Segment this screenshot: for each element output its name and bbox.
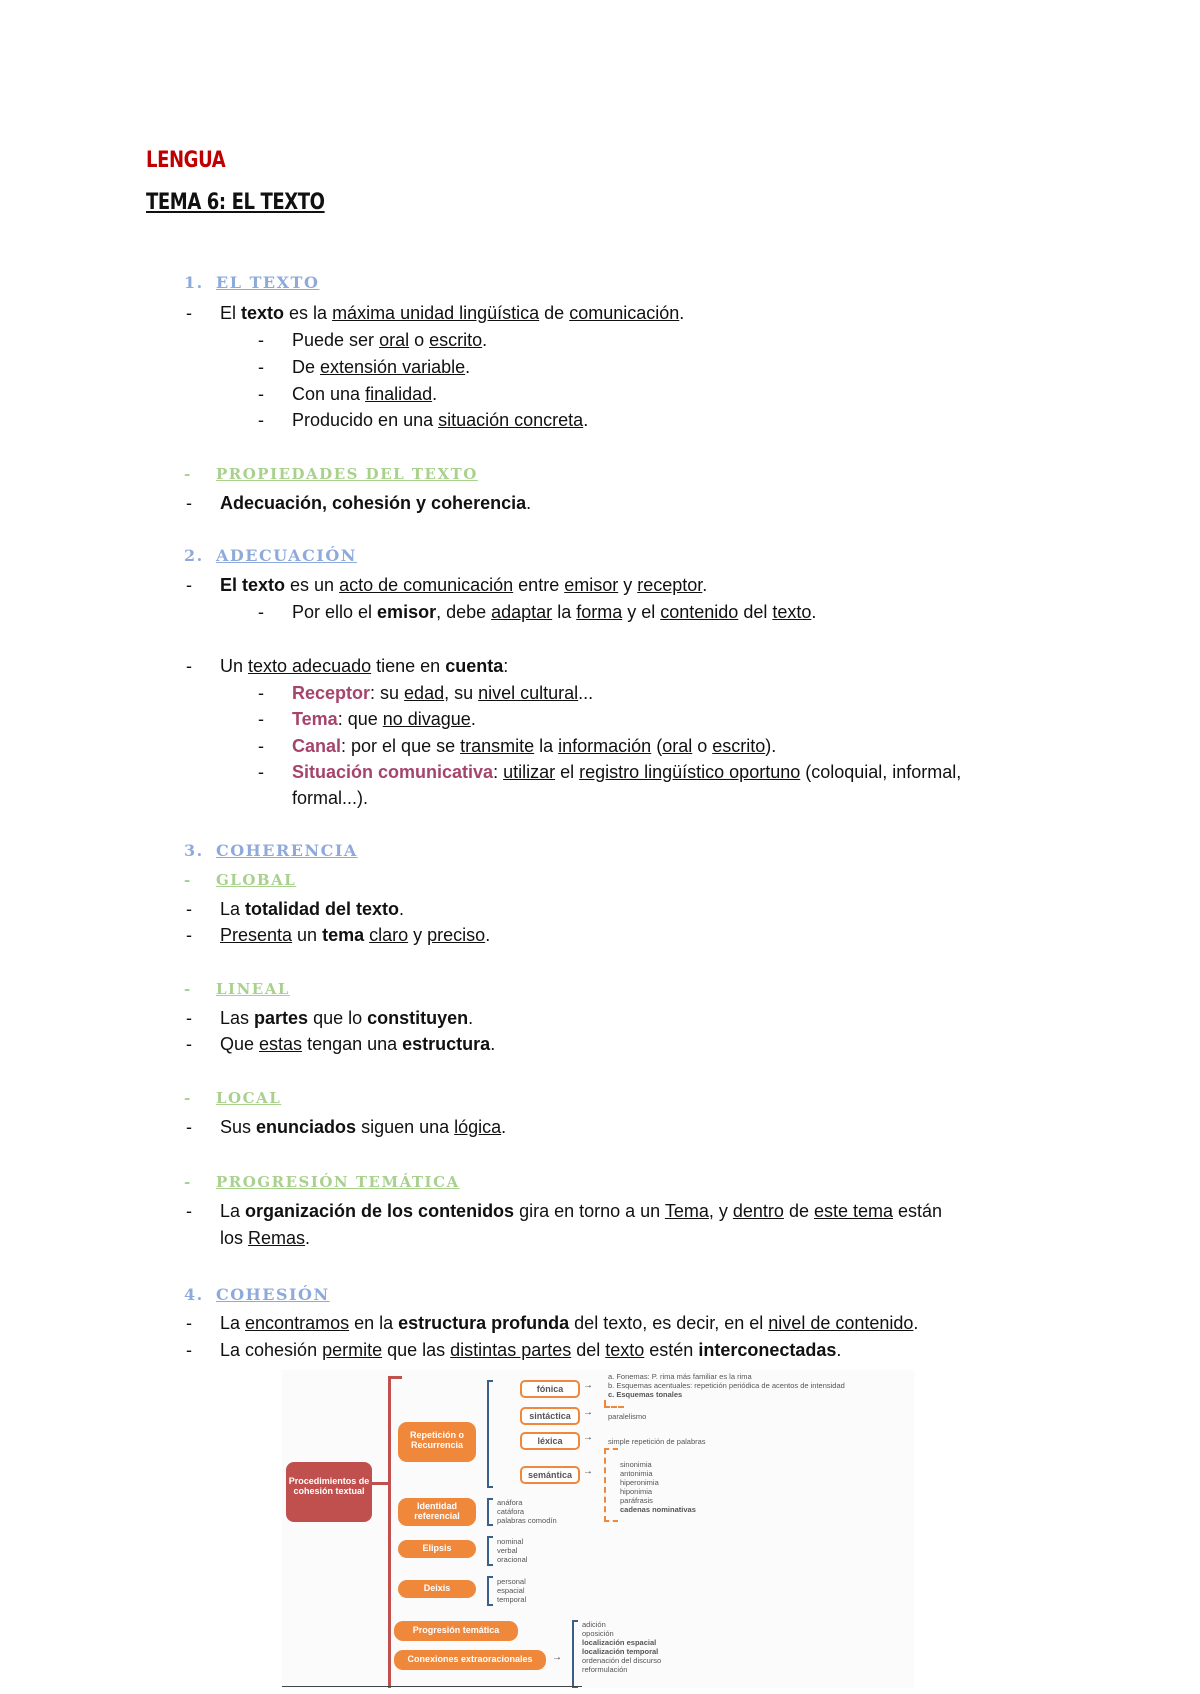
cohesion-diagram	[282, 1370, 914, 1688]
list-item: - Por ello el emisor, debe adaptar la forma y el contenido del texto.	[258, 602, 817, 622]
semantica-item: paráfrasis	[620, 1496, 653, 1505]
diagram-bracket	[487, 1380, 493, 1488]
fonica-item: a. Fonemas: P. rima más familiar es la rima	[608, 1372, 752, 1381]
identidad-box: Identidad referencial	[398, 1498, 476, 1526]
elipsis-item: oracional	[497, 1555, 528, 1564]
divider	[282, 1686, 582, 1687]
list-item: - Con una finalidad.	[258, 384, 438, 404]
sintactica-item: paralelismo	[608, 1412, 647, 1421]
elipsis-item: verbal	[497, 1546, 518, 1555]
diagram-bracket	[487, 1576, 493, 1606]
fonica-box: fónica	[520, 1380, 580, 1398]
tema-title: TEMA 6: EL TEXTO	[146, 190, 325, 215]
text-line: - La cohesión permite que las distintas partes del texto estén interconectadas.	[186, 1340, 842, 1360]
deixis-item: temporal	[497, 1595, 527, 1604]
text-line: - La totalidad del texto.	[186, 899, 405, 919]
section-1-heading	[184, 273, 319, 292]
text-line: - Que estas tengan una estructura.	[186, 1034, 496, 1054]
text-line: - Las partes que lo constituyen.	[186, 1008, 474, 1028]
subsection-heading: - PROGRESIÓN TEMÁTICA	[184, 1173, 460, 1191]
diagram-connector	[604, 1448, 618, 1522]
diagram-bracket	[487, 1498, 493, 1526]
elipsis-box: Elipsis	[398, 1540, 476, 1558]
diagram-connector	[604, 1400, 624, 1408]
fonica-item: c. Esquemas tonales	[608, 1390, 683, 1399]
semantica-box: semántica	[520, 1466, 580, 1484]
text-line: - El texto es la máxima unidad lingüística de comunicación.	[186, 303, 685, 323]
arrow-icon: →	[583, 1380, 593, 1391]
list-item: - Producido en una situación concreta.	[258, 410, 589, 430]
text-line: - Un texto adecuado tiene en cuenta:	[186, 656, 509, 676]
arrow-icon: →	[583, 1466, 593, 1477]
conexiones-item: adición	[582, 1620, 606, 1629]
text-continuation: los Remas.	[220, 1228, 311, 1248]
conexiones-item: localización temporal	[582, 1647, 659, 1656]
deixis-item: espacial	[497, 1586, 525, 1595]
conexiones-box: Conexiones extraoracionales	[394, 1650, 546, 1670]
semantica-item: hiperonimia	[620, 1478, 659, 1487]
fonica-item: b. Esquemas acentuales: repetición periódica de acentos de intensidad	[608, 1381, 845, 1390]
diagram-connector	[388, 1376, 402, 1379]
deixis-box: Deixis	[398, 1580, 476, 1598]
conexiones-item: reformulación	[582, 1665, 628, 1674]
subsection-heading: - PROPIEDADES DEL TEXTO	[184, 465, 478, 483]
semantica-item: antonimia	[620, 1469, 653, 1478]
text-line: - Adecuación, cohesión y coherencia.	[186, 493, 532, 513]
semantica-item: cadenas nominativas	[620, 1505, 696, 1514]
elipsis-item: nominal	[497, 1537, 524, 1546]
subsection-heading: - GLOBAL	[184, 871, 297, 889]
text-line: - La organización de los contenidos gira en torno a un Tema, y dentro de este tema están	[186, 1201, 943, 1221]
conexiones-item: ordenación del discurso	[582, 1656, 662, 1665]
section-2-heading: 2. ADECUACIÓN	[184, 546, 357, 565]
text-line: - El texto es un acto de comunicación entre emisor y receptor.	[186, 575, 708, 595]
list-item: - Receptor: su edad, su nivel cultural...	[258, 683, 594, 703]
conexiones-item: localización espacial	[582, 1638, 657, 1647]
subject-title: LENGUA	[146, 148, 226, 173]
identidad-item: palabras comodín	[497, 1516, 557, 1525]
progresion-box: Progresión temática	[394, 1621, 518, 1641]
deixis-item: personal	[497, 1577, 526, 1586]
arrow-icon: →	[552, 1652, 562, 1663]
section-4-heading: 4. COHESIÓN	[184, 1285, 330, 1304]
diagram-bracket	[572, 1620, 578, 1688]
identidad-item: catáfora	[497, 1507, 525, 1516]
lexica-box: léxica	[520, 1432, 580, 1450]
list-item: - Tema: que no divague.	[258, 709, 476, 729]
text-line: - Sus enunciados siguen una lógica.	[186, 1117, 507, 1137]
subsection-heading: - LINEAL	[184, 980, 290, 998]
repeticion-box: Repetición o Recurrencia	[398, 1422, 476, 1462]
section-title: EL TEXTO	[216, 273, 320, 292]
arrow-icon: →	[583, 1432, 593, 1443]
diagram-connector	[388, 1376, 391, 1688]
text-line: - La encontramos en la estructura profunda del texto, es decir, en el nivel de contenido.	[186, 1313, 919, 1333]
section-3-heading: 3. COHERENCIA	[184, 841, 358, 860]
list-item: - De extensión variable.	[258, 357, 471, 377]
sintactica-box: sintáctica	[520, 1407, 580, 1425]
arrow-icon: →	[583, 1407, 593, 1418]
text-line: - Presenta un tema claro y preciso.	[186, 925, 491, 945]
semantica-item: hiponimia	[620, 1487, 653, 1496]
diagram-bracket	[487, 1536, 493, 1566]
subsection-heading: - LOCAL	[184, 1089, 282, 1107]
root-box: Procedimientos de cohesión textual	[286, 1462, 372, 1522]
semantica-item: sinonimia	[620, 1460, 652, 1469]
list-item: - Puede ser oral o escrito.	[258, 330, 488, 350]
list-item: - Situación comunicativa: utilizar el registro lingüístico oportuno (coloquial, informal,	[258, 762, 962, 782]
text-continuation: formal...).	[292, 788, 369, 808]
identidad-item: anáfora	[497, 1498, 523, 1507]
conexiones-item: oposición	[582, 1629, 614, 1638]
list-item: - Canal: por el que se transmite la información (oral o escrito).	[258, 736, 777, 756]
lexica-item: simple repetición de palabras	[608, 1437, 706, 1446]
section-number: 1.	[184, 273, 204, 292]
